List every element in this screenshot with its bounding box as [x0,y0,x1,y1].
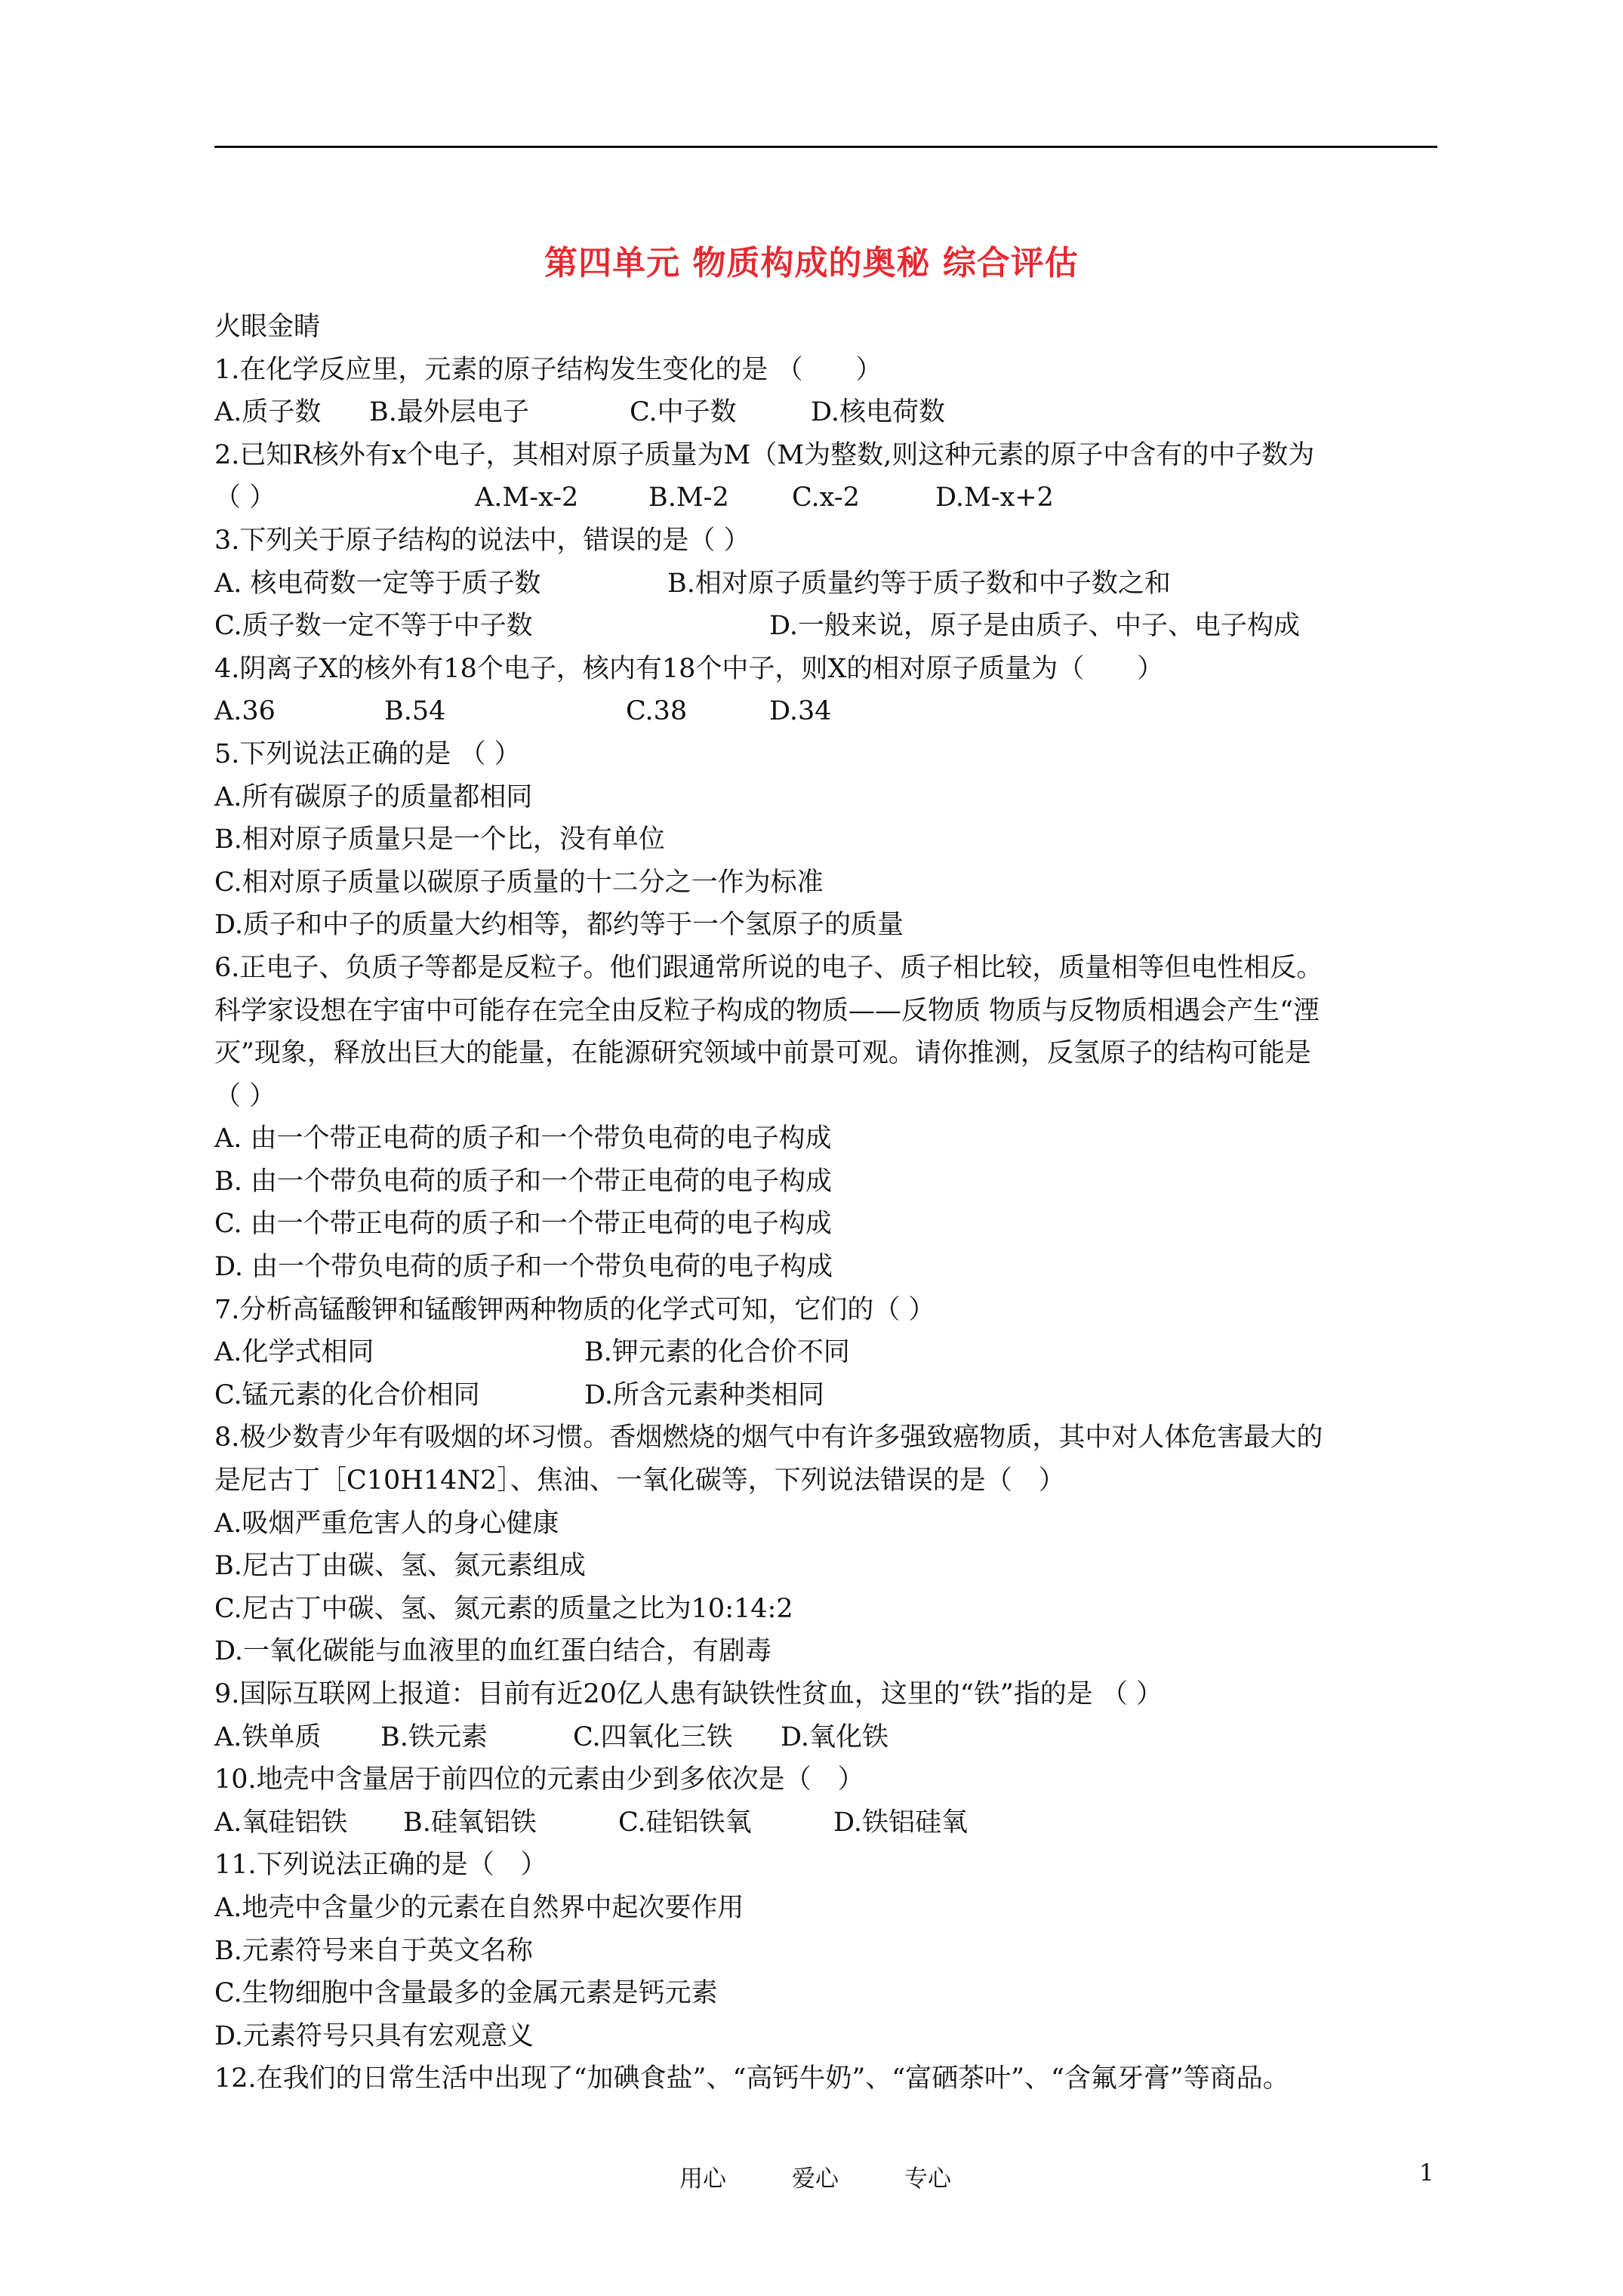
option-d: D.一般来说，原子是由质子、中子、电子构成 [769,611,1300,642]
question-10-stem: 10.地壳中含量居于前四位的元素由少到多依次是（ ） [214,1764,864,1795]
page-title: 第四单元 物质构成的奥秘 综合评估 [544,244,1079,282]
question-2-bracket: （ ） [214,482,276,513]
option-c: C.质子数一定不等于中子数 [214,611,533,642]
question-6-stem-line1: 6.正电子、负质子等都是反粒子。他们跟通常所说的电子、质子相比较，质量相等但电性相反。 [214,952,1323,983]
question-body [214,306,1445,2100]
option-b: B.铁元素 [380,1721,488,1752]
question-3-options-row2 [214,605,1445,648]
footer-motto [679,2159,951,2193]
question-3-options-row1 [214,562,1445,606]
question-12-stem: 12.在我们的日常生活中出现了“加碘食盐”、“高钙牛奶”、“富硒茶叶”、“含氟牙膏”等商品。 [214,2063,1289,2094]
option-d: D.M-x+2 [935,482,1054,513]
option-a: A.质子数 [214,397,322,428]
option-c: C.相对原子质量以碳原子质量的十二分之一作为标准 [214,867,824,898]
question-6-stem-line2: 科学家设想在宇宙中可能存在完全由反粒子构成的物质——反物质 物质与反物质相遇会产生“湮 [214,995,1320,1026]
section-heading: 火眼金睛 [214,312,321,342]
option-c: C.硅铝铁氧 [618,1807,752,1838]
option-a: A. 由一个带正电荷的质子和一个带负电荷的电子构成 [214,1123,832,1154]
option-b: B.54 [384,696,446,727]
footer-word: 爱心 [792,2165,839,2193]
question-4-stem: 4.阴离子X的核外有18个电子，核内有18个中子，则X的相对原子质量为（ ） [214,653,1164,684]
footer-word: 用心 [679,2165,726,2193]
option-d: D.一氧化碳能与血液里的血红蛋白结合，有剧毒 [214,1636,771,1667]
option-c: C.生物细胞中含量最多的金属元素是钙元素 [214,1978,718,2009]
question-8-stem-line1: 8.极少数青少年有吸烟的坏习惯。香烟燃烧的烟气中有许多强致癌物质，其中对人体危害最大的 [214,1422,1323,1453]
option-b: B.相对原子质量约等于质子数和中子数之和 [667,568,1171,599]
option-d: D.质子和中子的质量大约相等，都约等于一个氢原子的质量 [214,910,904,941]
question-11-stem: 11.下列说法正确的是（ ） [214,1850,547,1881]
option-c: C.38 [626,696,688,727]
question-8-stem-line2: 是尼古丁［C10H14N2］、焦油、一氧化碳等，下列说法错误的是（ ） [214,1465,1065,1496]
header-rule [214,146,1437,148]
question-7-options-row1 [214,1331,1445,1374]
question-6-stem-line3: 灭”现象，释放出巨大的能量，在能源研究领域中前景可观。请你推测，反氢原子的结构可能是 [214,1038,1311,1069]
question-10-options [214,1801,1445,1845]
option-a: A.氧硅铝铁 [214,1807,348,1838]
option-b: B.钾元素的化合价不同 [584,1337,850,1368]
option-b: B.最外层电子 [369,397,529,428]
option-c: C. 由一个带正电荷的质子和一个带正电荷的电子构成 [214,1209,832,1240]
option-d: D.铁铝硅氧 [833,1807,968,1838]
option-a: A. 核电荷数一定等于质子数 [214,568,541,599]
option-b: B. 由一个带负电荷的质子和一个带正电荷的电子构成 [214,1166,832,1197]
question-7-stem: 7.分析高锰酸钾和锰酸钾两种物质的化学式可知，它们的（ ） [214,1294,935,1325]
question-6-stem-line4: （ ） [214,1080,276,1111]
question-1-options [214,391,1445,434]
option-a: A.化学式相同 [214,1337,374,1368]
question-4-options [214,690,1445,733]
question-3-stem: 3.下列关于原子结构的说法中，错误的是（ ） [214,525,750,556]
option-d: D.元素符号只具有宏观意义 [214,2020,534,2051]
option-d: D.34 [769,696,832,727]
option-b: B.元素符号来自于英文名称 [214,1935,533,1966]
option-c: C.中子数 [630,397,737,428]
option-a: A.M-x-2 [475,482,579,513]
option-a: A.所有碳原子的质量都相同 [214,781,533,812]
option-d: D.核电荷数 [811,397,945,428]
option-a: A.吸烟严重危害人的身心健康 [214,1508,559,1539]
option-a: A.36 [214,696,276,727]
option-d: D. 由一个带负电荷的质子和一个带负电荷的电子构成 [214,1252,833,1283]
option-c: C.锰元素的化合价相同 [214,1379,480,1410]
question-2-stem: 2.已知R核外有x个电子，其相对原子质量为M（M为整数,则这种元素的原子中含有的中子数为 [214,439,1315,470]
question-2-options [214,476,1445,519]
option-c: C.四氧化三铁 [573,1721,733,1752]
option-b: B.相对原子质量只是一个比，没有单位 [214,824,665,855]
option-d: D.所含元素种类相同 [584,1379,824,1410]
option-d: D.氧化铁 [781,1721,888,1752]
option-a: A.铁单质 [214,1721,322,1752]
page-number: 1 [1419,2159,1434,2187]
footer-word: 专心 [904,2165,951,2193]
option-c: C.尼古丁中碳、氢、氮元素的质量之比为10:14:2 [214,1593,793,1624]
question-9-stem: 9.国际互联网上报道：目前有近20亿人患有缺铁性贫血，这里的“铁”指的是 （ ） [214,1679,1163,1709]
question-5-stem: 5.下列说法正确的是 （ ） [214,738,521,769]
question-9-options [214,1716,1445,1759]
option-a: A.地壳中含量少的元素在自然界中起次要作用 [214,1892,744,1923]
question-7-options-row2 [214,1374,1445,1417]
option-b: B.M-2 [648,482,729,513]
option-b: B.硅氧铝铁 [403,1807,537,1838]
question-1-stem: 1.在化学反应里，元素的原子结构发生变化的是 （ ） [214,354,882,385]
option-b: B.尼古丁由碳、氢、氮元素组成 [214,1551,586,1582]
option-c: C.x-2 [792,482,860,513]
